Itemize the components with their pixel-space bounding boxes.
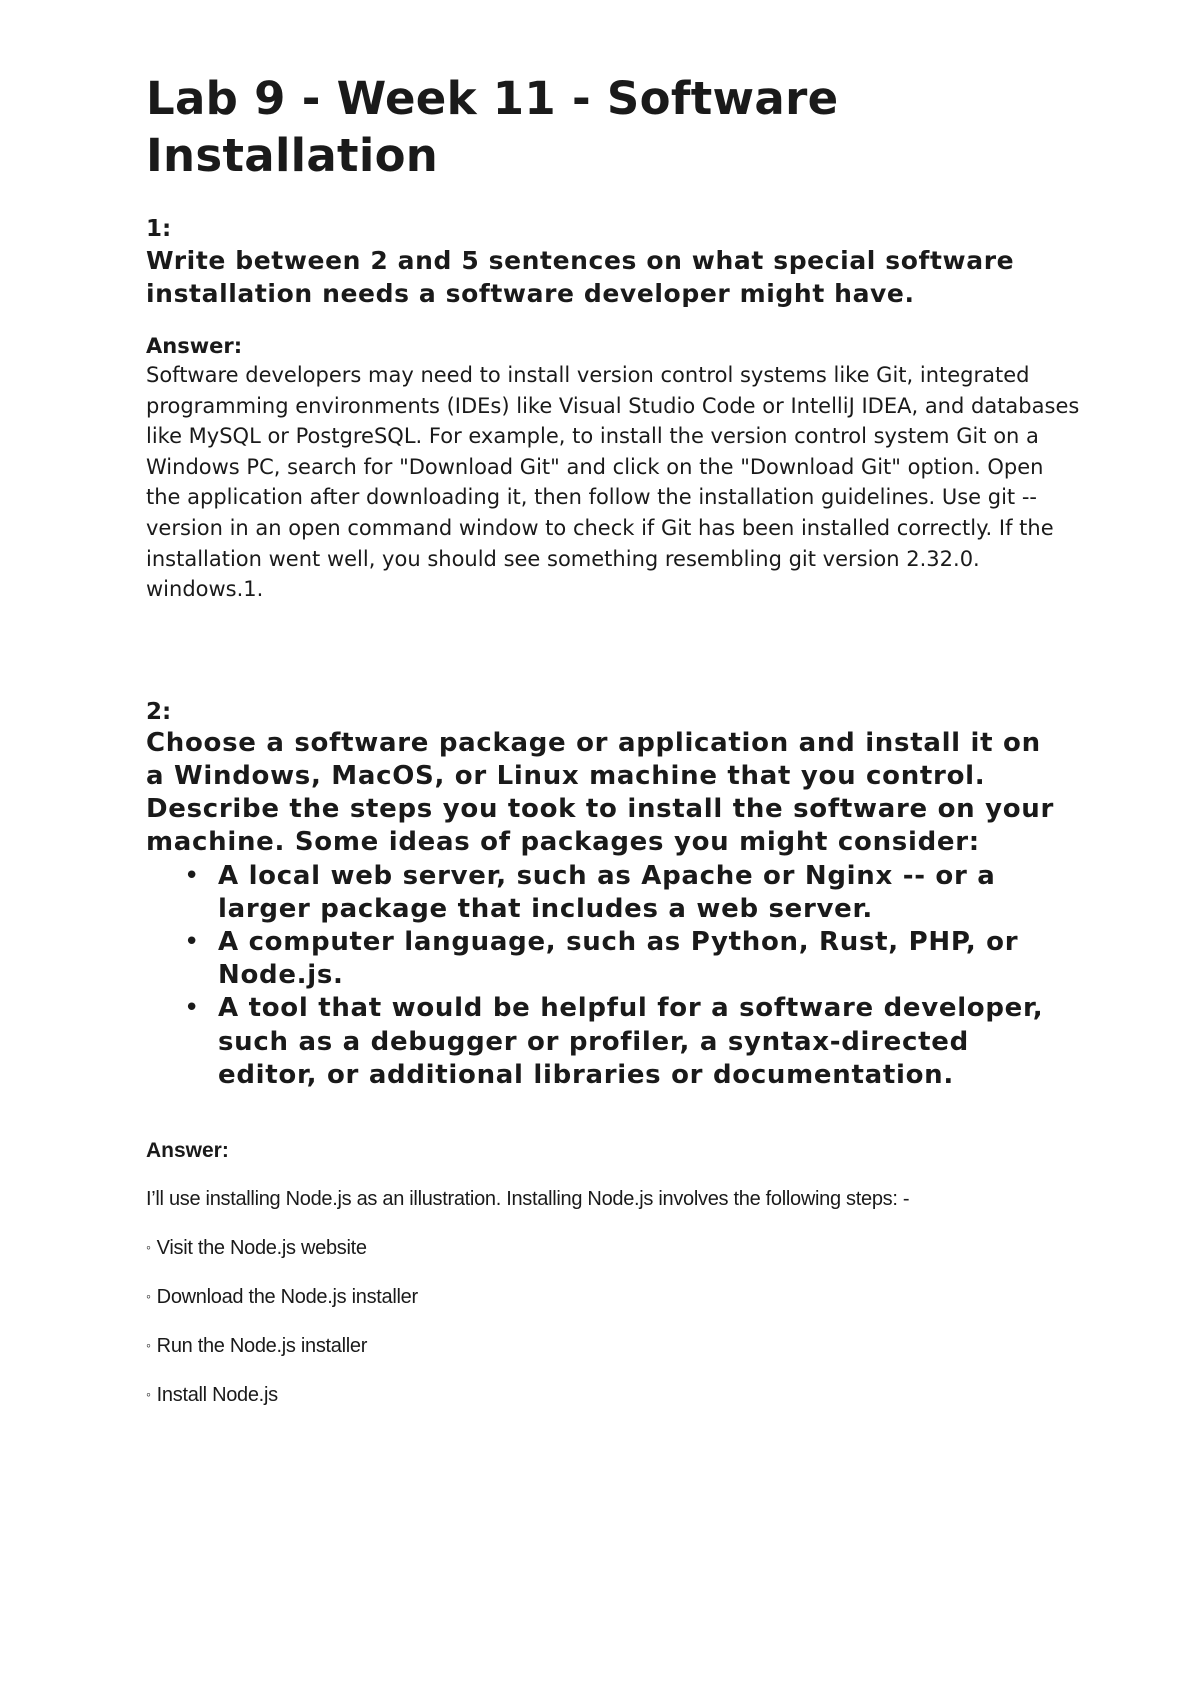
bullet-dot-icon: • <box>184 993 201 1024</box>
answer-1-text: Software developers may need to install version control systems like Git, integrated programming environments (IDEs) like Visual Studio Code or IntelliJ IDEA, and databases like MySQL or PostgreSQL. For example, to install the version control system Git on a Windows PC, search for "Download Git" and click on the "Download Git" option. Open the application after downloading it, then follow the installation guidelines. Use git --version in an open command window to check if Git has been installed correctly. If the installation went well, you should see something resembling git version 2.32.0. windows.1. <box>146 363 1080 602</box>
answer-2-label: Answer: <box>146 1138 229 1162</box>
question-2-text: Choose a software package or application and install it on a Windows, MacOS, or Linux machine that you control. Describe the steps you took to install the software on your machine. Some ideas of packages you might consider: <box>146 727 1055 858</box>
hollow-circle-icon: ◦ <box>146 1385 151 1402</box>
hollow-circle-icon: ◦ <box>146 1336 151 1353</box>
list-item-text: A tool that would be helpful for a software developer, such as a debugger or profiler, a syntax-directed editor, or additional libraries or documentation. <box>218 993 1044 1090</box>
step-text: Run the Node.js installer <box>156 1334 368 1357</box>
bullet-dot-icon: • <box>184 860 201 891</box>
hollow-circle-icon: ◦ <box>146 1238 151 1255</box>
answer-1-label: Answer: <box>146 334 243 358</box>
document-page <box>146 70 1080 1409</box>
bullet-dot-icon: • <box>184 926 201 957</box>
list-item <box>146 926 1058 992</box>
list-item <box>146 992 1058 1092</box>
hollow-circle-icon: ◦ <box>146 1287 151 1304</box>
list-item-text: A local web server, such as Apache or Nginx -- or a larger package that includes a web server. <box>218 860 996 924</box>
list-item <box>146 1331 1076 1360</box>
list-item <box>146 1233 1076 1262</box>
list-item <box>146 1380 1076 1409</box>
question-2-ideas-list <box>146 860 1076 1092</box>
question-1-text: Write between 2 and 5 sentences on what special software installation needs a software developer might have. <box>146 246 1015 308</box>
list-item-text: A computer language, such as Python, Rust, PHP, or Node.js. <box>218 926 1019 991</box>
install-steps-list <box>146 1233 1076 1409</box>
step-text: Download the Node.js installer <box>156 1285 418 1308</box>
question-1-number: 1: <box>146 216 172 242</box>
page-title: Lab 9 - Week 11 - Software Installation <box>146 72 839 182</box>
list-item <box>146 1282 1076 1311</box>
question-2-number: 2: <box>146 698 172 725</box>
list-item <box>146 860 1058 926</box>
step-text: Install Node.js <box>156 1383 278 1406</box>
step-text: Visit the Node.js website <box>156 1236 367 1259</box>
answer-2-intro: I’ll use installing Node.js as an illustration. Installing Node.js involves the following steps: - <box>146 1187 910 1210</box>
